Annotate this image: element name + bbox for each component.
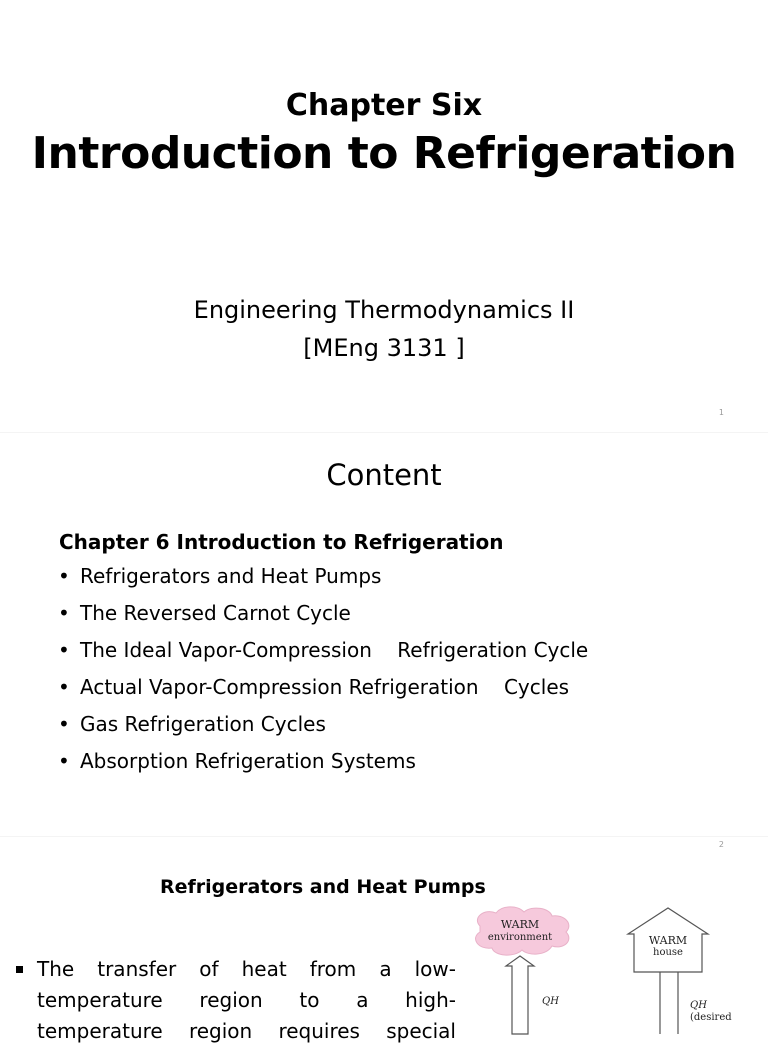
house-label-1: WARM <box>648 934 688 947</box>
list-item: • The Reversed Carnot Cycle <box>58 601 351 625</box>
content-heading: Chapter 6 Introduction to Refrigeration <box>59 530 504 554</box>
bullet-paragraph <box>16 954 456 1047</box>
list-item: • The Ideal Vapor-Compression Refrigeration Cycle <box>58 638 589 662</box>
course-code: [MEng 3131 ] <box>303 334 465 362</box>
heat-arrow-left <box>506 956 534 1034</box>
bullet-line: temperature region requires special <box>37 1019 456 1043</box>
chapter-label: Chapter Six <box>285 88 483 123</box>
square-bullet-icon <box>16 966 23 973</box>
bullet-line: temperature region to a high- <box>37 988 456 1012</box>
page-number: 1 <box>718 408 724 417</box>
course-name: Engineering Thermodynamics II <box>193 296 575 324</box>
bullet-line: The transfer of heat from a low- <box>37 957 456 981</box>
section-title: Refrigerators and Heat Pumps <box>160 876 486 898</box>
heat-pump-figure <box>466 904 756 1034</box>
list-item: • Actual Vapor-Compression Refrigeration Cycles <box>58 675 570 699</box>
cloud-label-1: WARM <box>500 918 540 931</box>
q-label-right: QH <box>690 1000 707 1011</box>
house-label-2: house <box>653 947 683 958</box>
slide-title: Introduction to Refrigeration <box>31 128 737 179</box>
list-item: • Absorption Refrigeration Systems <box>58 749 416 773</box>
q-label-left: QH <box>542 996 559 1007</box>
list-item: • Refrigerators and Heat Pumps <box>58 564 382 588</box>
desired-note: (desired <box>690 1012 732 1023</box>
slide-2 <box>0 432 768 849</box>
content-list <box>58 564 588 786</box>
heat-arrow-right <box>660 972 678 1034</box>
list-item: • Gas Refrigeration Cycles <box>58 712 326 736</box>
slide-3 <box>0 836 768 1043</box>
slide-1 <box>0 0 768 432</box>
page-number: 2 <box>718 840 724 849</box>
content-title: Content <box>326 458 442 492</box>
cloud-label-2: environment <box>487 932 553 943</box>
